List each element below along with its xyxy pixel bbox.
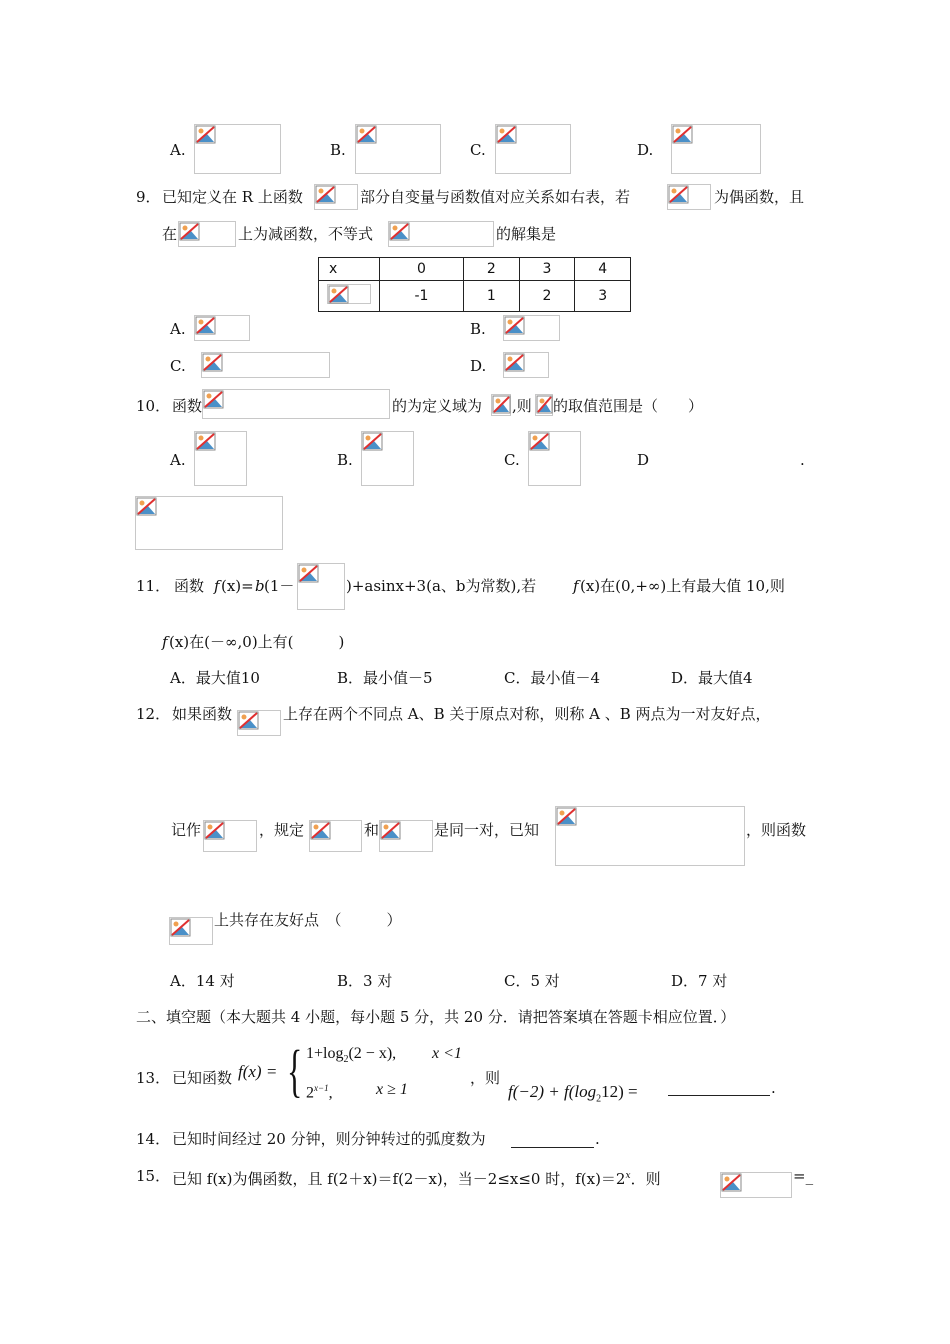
q13-case2-comma: ,	[328, 1084, 333, 1102]
q9-text-1b: 部分自变量与函数值对应关系如右表，若	[360, 188, 631, 206]
q9-value-table	[318, 257, 631, 312]
broken-image-icon	[328, 285, 350, 305]
q13-result-sub: 2	[596, 1093, 602, 1105]
q11-f2: f	[573, 577, 579, 595]
q11-fraction-image	[297, 563, 345, 610]
broken-image-icon	[529, 432, 551, 452]
q12-number: 12．	[136, 705, 171, 723]
broken-image-icon	[298, 564, 320, 584]
q13-case2-base: 2	[306, 1084, 314, 1102]
q13-fx: f(x) =	[238, 1062, 278, 1081]
q12-text-1b: 上存在两个不同点 A、B 关于原点对称，则称 A 、B 两点为一对友好点，	[283, 705, 771, 723]
q13-result-b: 12) =	[601, 1082, 638, 1101]
q12-text-1a: 如果函数	[172, 705, 233, 723]
q10-function-image	[202, 389, 390, 419]
q12-option-a: A．14 对	[170, 972, 235, 990]
q9-text-2c: 的解集是	[496, 225, 557, 243]
q10-option-d-dot: .	[800, 451, 805, 469]
q10-text-c: ,则	[512, 397, 532, 415]
broken-image-icon	[721, 1173, 743, 1193]
q11-text-f: )+asinx+3(a、b为常数),若	[346, 577, 537, 595]
table-cell: 2	[519, 281, 575, 312]
q11-text-a: 函数	[174, 577, 205, 595]
q11-b: b	[255, 577, 265, 595]
q9-text-2a: 在	[162, 225, 178, 243]
broken-image-icon	[536, 395, 554, 415]
q13-case1-arg: (2 − x),	[348, 1045, 397, 1062]
q15-text-c: =_	[793, 1167, 814, 1185]
q10-option-c-image	[528, 431, 581, 486]
q13-result	[508, 1082, 638, 1109]
table-cell: 4	[575, 258, 631, 281]
q11-f1: f	[214, 577, 220, 595]
q9-text-1c: 为偶函数，且	[714, 188, 805, 206]
q12-text-3: 上共存在友好点 （ ）	[214, 911, 402, 929]
table-cell: 3	[575, 281, 631, 312]
q13-case1-cond: x <1	[432, 1045, 462, 1062]
q13-case2	[306, 1078, 333, 1103]
q12-text-2a: 记作	[171, 821, 202, 839]
q8-option-a-image	[194, 124, 281, 174]
q12-fx-image	[237, 710, 281, 736]
broken-image-icon	[136, 497, 158, 517]
q15-text	[172, 1166, 661, 1189]
q9-option-a-image	[194, 315, 250, 341]
q9-text-1a: 已知定义在 R 上函数	[162, 188, 303, 206]
q13-answer-blank[interactable]	[668, 1081, 770, 1096]
q8-option-c-label: C.	[470, 141, 486, 159]
q12-text-2b: ，规定	[259, 821, 305, 839]
q10-option-a-label: A.	[170, 451, 186, 469]
q15-text-b: ．则	[630, 1170, 661, 1188]
broken-image-icon	[315, 185, 337, 205]
q12-option-b: B．3 对	[337, 972, 393, 990]
broken-image-icon	[668, 185, 690, 205]
q10-param-image	[535, 394, 553, 416]
q12-domain-image	[169, 917, 213, 945]
q13-case1-expr: 1+log	[306, 1045, 344, 1062]
q12-text-2c: 和	[364, 821, 380, 839]
table-cell: 1	[463, 281, 519, 312]
q12-piecewise-image	[555, 806, 745, 866]
q13-case2-exp: x−1	[314, 1083, 329, 1093]
table-cell: 2	[463, 258, 519, 281]
broken-image-icon	[202, 353, 224, 373]
q10-option-a-image	[194, 431, 247, 486]
broken-image-icon	[203, 390, 225, 410]
q9-interval-image	[178, 221, 236, 247]
q9-text-2b: 上为减函数，不等式	[238, 225, 374, 243]
q11-text-e: (1－	[264, 577, 295, 595]
q8-option-b-label: B.	[330, 141, 346, 159]
broken-image-icon	[238, 711, 260, 731]
q13-result-a: f(−2) + f(log	[508, 1082, 597, 1101]
broken-image-icon	[504, 353, 526, 373]
q10-text-d: 的取值范围是（ ）	[553, 397, 704, 415]
q9-even-fn-image	[667, 184, 711, 210]
broken-image-icon	[556, 807, 578, 827]
broken-image-icon	[310, 821, 332, 841]
q13-case2-cond: x ≥ 1	[376, 1081, 408, 1098]
q11-number: 11．	[136, 577, 171, 595]
table-cell: -1	[380, 281, 464, 312]
q9-table-fx-image	[327, 284, 371, 304]
q12-text-2d: 是同一对，已知	[434, 821, 540, 839]
q12-pair2-image	[379, 820, 433, 852]
q13-end: .	[771, 1079, 776, 1097]
q13-text-a: 已知函数	[172, 1069, 233, 1087]
q9-option-a-label: A.	[170, 320, 186, 338]
broken-image-icon	[195, 316, 217, 336]
q11-option-c: C．最小值－4	[504, 669, 601, 687]
q11-text-c: (x)=	[221, 577, 254, 595]
q9-option-d-label: D.	[470, 357, 487, 375]
q12-option-c: C．5 对	[504, 972, 560, 990]
broken-image-icon	[389, 222, 411, 242]
table-cell-fx	[319, 281, 380, 312]
broken-image-icon	[204, 821, 226, 841]
q10-domain-image	[491, 394, 511, 416]
q9-fx-image	[314, 184, 358, 210]
broken-image-icon	[380, 821, 402, 841]
q10-text-a: 函数	[172, 397, 203, 415]
q13-piecewise-formula	[238, 1040, 478, 1106]
broken-image-icon	[170, 918, 192, 938]
q11-text-2: (x)在(－∞,0)上有( )	[169, 633, 345, 651]
table-cell: x	[319, 258, 380, 281]
q10-number: 10．	[136, 397, 171, 415]
q13-text-b: ，则	[470, 1069, 501, 1087]
q13-case1-sub: 2	[343, 1054, 349, 1066]
q12-text-2e: ，则函数	[746, 821, 807, 839]
q15-number: 15．	[136, 1167, 171, 1185]
q14-text: 已知时间经过 20 分钟，则分钟转过的弧度数为	[172, 1130, 486, 1148]
q9-option-b-image	[503, 315, 560, 341]
broken-image-icon	[672, 125, 694, 145]
q8-option-a-label: A.	[170, 141, 186, 159]
q9-inequality-image	[388, 221, 494, 247]
broken-image-icon	[492, 395, 512, 415]
q11-option-a: A．最大值10	[170, 669, 260, 687]
q11-option-d: D．最大值4	[671, 669, 753, 687]
table-cell: 0	[380, 258, 464, 281]
q10-option-d-label: D	[637, 451, 650, 469]
q8-option-d-image	[671, 124, 761, 174]
q10-option-c-label: C.	[504, 451, 520, 469]
q11-text-h: (x)在(0,+∞)上有最大值 10,则	[580, 577, 785, 595]
q15-sup: x	[625, 1171, 631, 1181]
q13-case1	[306, 1044, 396, 1070]
q13-number: 13．	[136, 1069, 171, 1087]
q9-option-c-label: C.	[170, 357, 186, 375]
q14-answer-blank[interactable]	[511, 1133, 594, 1148]
q10-option-b-image	[361, 431, 414, 486]
q12-pair1-image	[309, 820, 362, 852]
q8-option-c-image	[495, 124, 571, 174]
broken-image-icon	[496, 125, 518, 145]
broken-image-icon	[195, 432, 217, 452]
section-heading: 二、填空题（本大题共 4 小题，每小题 5 分，共 20 分．请把答案填在答题卡相应位置．）	[136, 1008, 736, 1026]
broken-image-icon	[195, 125, 217, 145]
q13-brace-icon: {	[287, 1038, 303, 1103]
q9-option-c-image	[201, 352, 330, 378]
q12-option-d: D．7 对	[671, 972, 728, 990]
q15-expression-image	[720, 1172, 792, 1198]
q14-number: 14．	[136, 1130, 171, 1148]
q12-pair-image	[203, 820, 257, 852]
broken-image-icon	[362, 432, 384, 452]
broken-image-icon	[504, 316, 526, 336]
q8-option-d-label: D.	[637, 141, 654, 159]
broken-image-icon	[356, 125, 378, 145]
q10-option-d-image	[135, 496, 283, 550]
q9-number: 9．	[136, 188, 161, 206]
q11-option-b: B．最小值－5	[337, 669, 433, 687]
q11-f3: f	[162, 633, 168, 651]
q9-option-d-image	[503, 352, 549, 378]
table-cell: 3	[519, 258, 575, 281]
q9-option-b-label: B.	[470, 320, 486, 338]
q15-text-a: 已知 f(x)为偶函数，且 f(2＋x)＝f(2－x)，当－2≤x≤0 时，f(x)＝2	[172, 1170, 626, 1188]
q10-text-b: 的为定义域为	[392, 397, 483, 415]
q14-end: .	[595, 1130, 600, 1148]
broken-image-icon	[179, 222, 201, 242]
q8-option-b-image	[355, 124, 441, 174]
q10-option-b-label: B.	[337, 451, 353, 469]
